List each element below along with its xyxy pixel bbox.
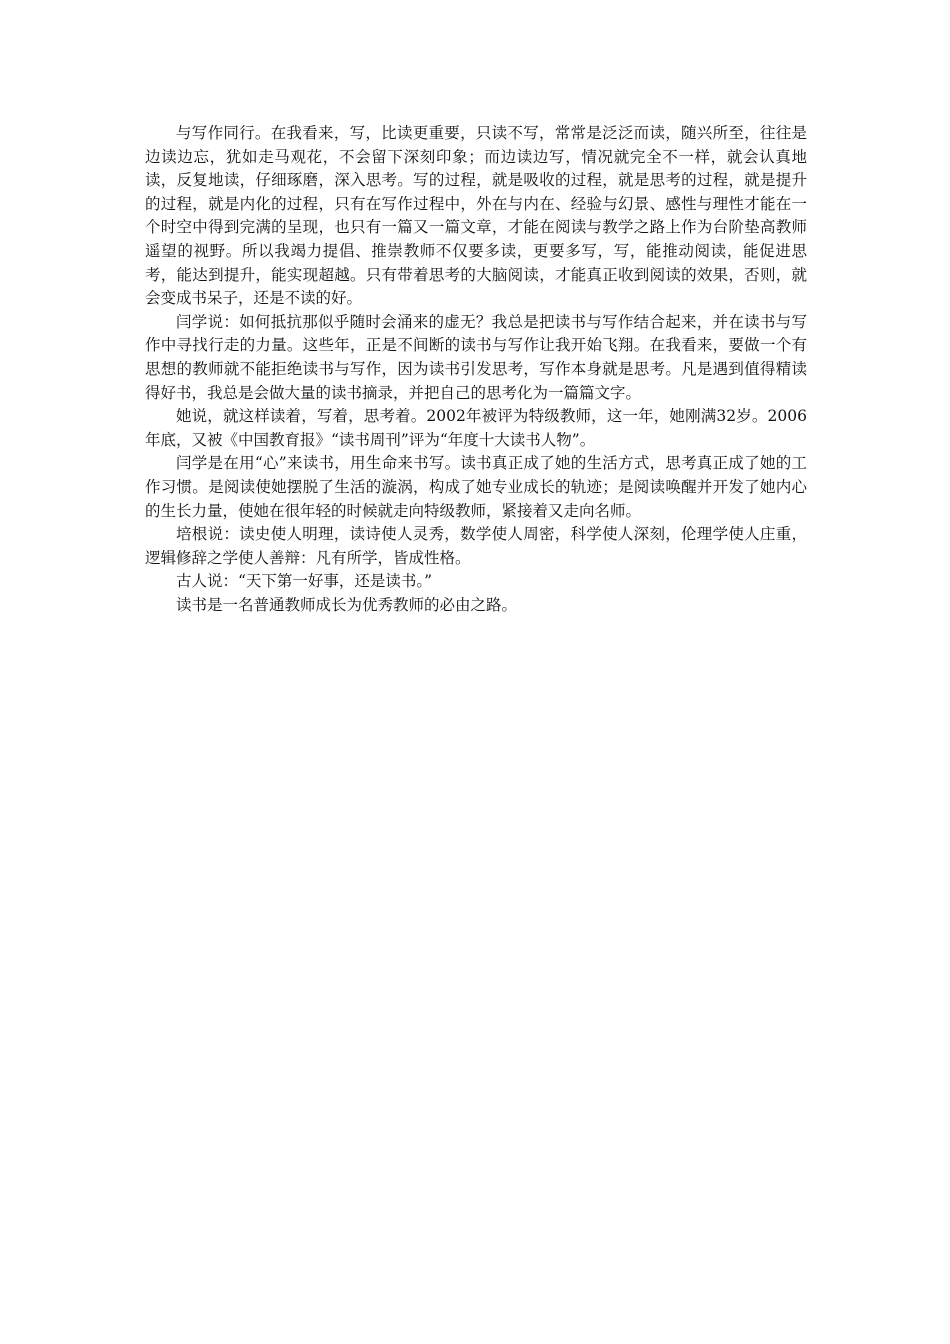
paragraph-reading-with-heart: 闫学是在用“心”来读书，用生命来书写。读书真正成了她的生活方式，思考真正成了她的工作习惯。是阅读使她摆脱了生活的漩涡，构成了她专业成长的轨迹；是阅读唤醒并开发了她内心的生长力量，使她在很年轻的时候就走向特级教师，紧接着又走向名师。 xyxy=(145,454,807,520)
paragraph-bacon-quote: 培根说：读史使人明理，读诗使人灵秀，数学使人周密，科学使人深刻，伦理学使人庄重，逻辑修辞之学使人善辩：凡有所学，皆成性格。 xyxy=(145,525,807,567)
paragraph-ancients-quote: 古人说：“天下第一好事，还是读书。” xyxy=(176,572,433,591)
paragraph-she-said: 她说，就这样读着，写着，思考着。2002年被评为特级教师，这一年，她刚满32岁。2006年底，又被《中国教育报》“读书周刊”评为“年度十大读书人物”。 xyxy=(145,407,807,449)
paragraph-conclusion: 读书是一名普通教师成长为优秀教师的必由之路。 xyxy=(176,595,518,614)
paragraph-yanxue-quote: 闫学说：如何抵抗那似乎随时会涌来的虚无？我总是把读书与写作结合起来，并在读书与写作中寻找行走的力量。这些年，正是不间断的读书与写作让我开始飞翔。在我看来，要做一个有思想的教师就不能拒绝读书与写作，因为读书引发思考，写作本身就是思考。凡是遇到值得精读得好书，我总是会做大量的读书摘录，并把自己的思考化为一篇篇文字。 xyxy=(145,312,807,402)
paragraph-writing: 与写作同行。在我看来，写，比读更重要，只读不写，常常是泛泛而读，随兴所至，往往是边读边忘，犹如走马观花，不会留下深刻印象；而边读边写，情况就完全不一样，就会认真地读，反复地读，仔细琢磨，深入思考。写的过程，就是吸收的过程，就是思考的过程，就是提升的过程，就是内化的过程，只有在写作过程中，外在与内在、经验与幻景、感性与理性才能在一个时空中得到完满的呈现，也只有一篇又一篇文章，才能在阅读与教学之路上作为台阶垫高教师遥望的视野。所以我竭力提倡、推崇教师不仅要多读，更要多写，写，能推动阅读，能促进思考，能达到提升，能实现超越。只有带着思考的大脑阅读，才能真正收到阅读的效果，否则，就会变成书呆子，还是不读的好。 xyxy=(145,124,807,308)
document-body xyxy=(145,122,807,617)
